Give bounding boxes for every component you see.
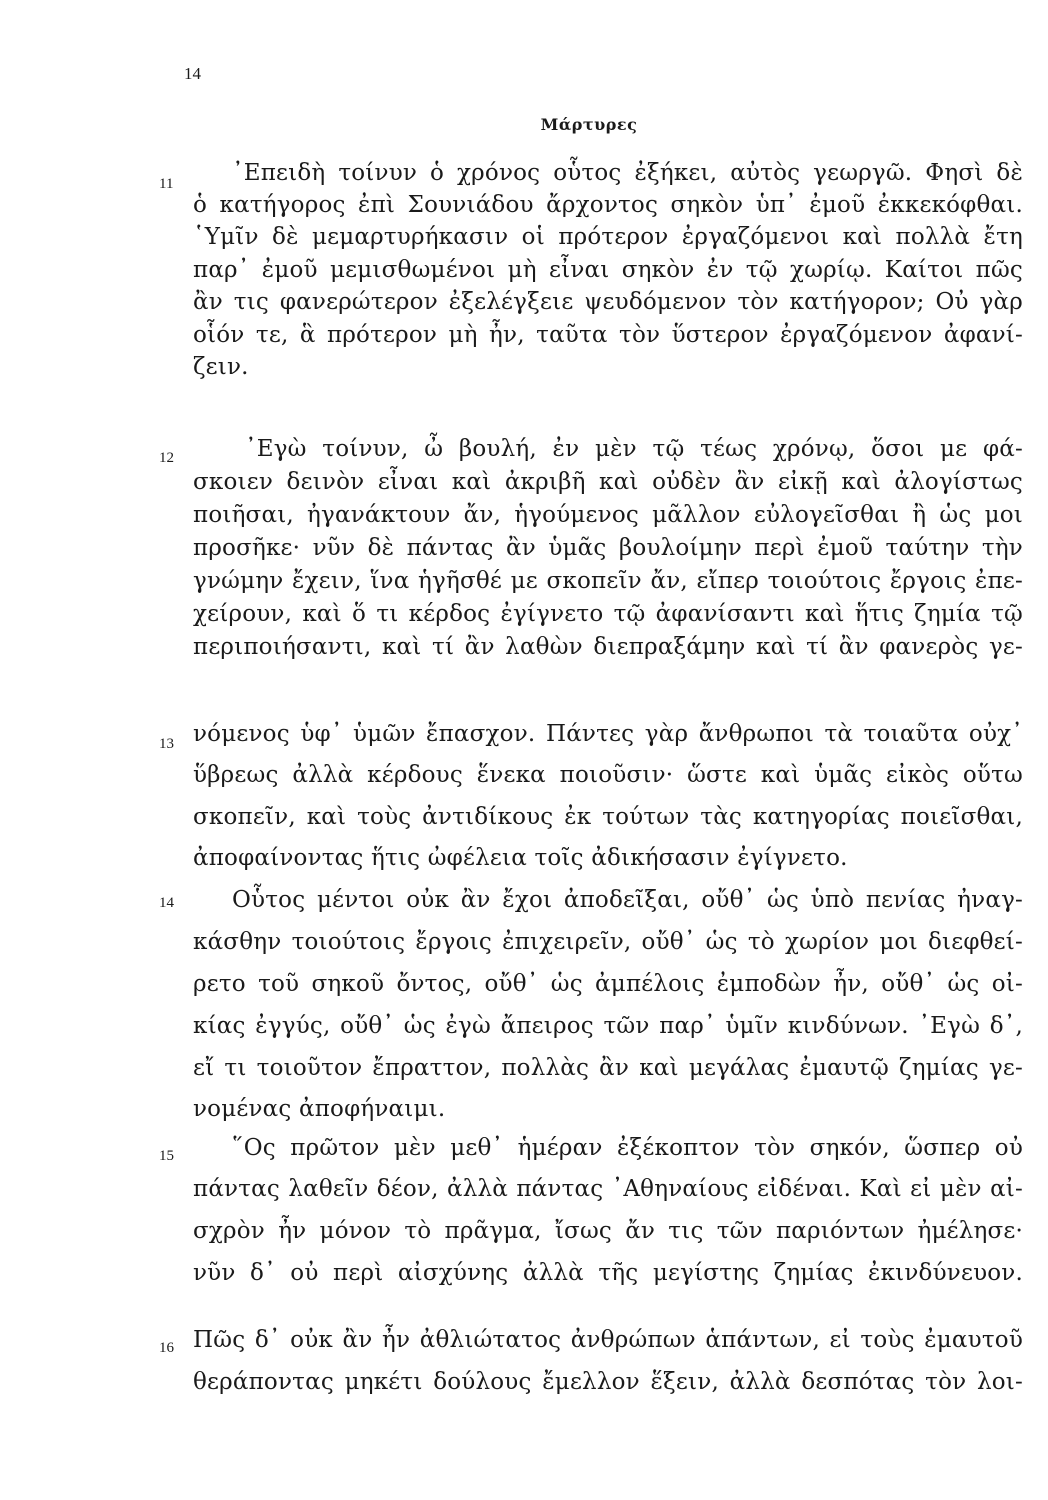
text-line: ᾿Εγὼ τοίνυν, ὦ βουλή, ἐν μὲν τῷ τέως χρόνῳ, ὅσοι με φά- — [245, 436, 1023, 462]
text-line: Οὗτος μέντοι οὐκ ἂν ἔχοι ἀποδεῖξαι, οὔθ᾿ ὡς ὑπὸ πενίας ἠναγ- — [232, 887, 1023, 913]
text-line: ῾Υμῖν δὲ μεμαρτυρήκασιν οἱ πρότερον ἐργαζόμενοι καὶ πολλὰ ἔτη — [193, 224, 1023, 250]
text-line: νομένας ἀποφήναιμι. — [193, 1096, 446, 1122]
text-line: ζειν. — [193, 354, 249, 380]
text-line: ἂν τις φανερώτερον ἐξελέγξειε ψευδόμενον τὸν κατήγορον; Οὐ γὰρ — [193, 289, 1023, 315]
text-line: σχρὸν ἦν μόνον τὸ πρᾶγμα, ἴσως ἄν τις τῶν παριόντων ἠμέλησε· — [193, 1218, 1023, 1244]
text-line: ἀποφαίνοντας ἥτις ὠφέλεια τοῖς ἀδικήσασιν ἐγίγνετο. — [193, 845, 848, 871]
section-number: 11 — [159, 176, 174, 192]
text-line: θεράποντας μηκέτι δούλους ἔμελλον ἕξειν, ἀλλὰ δεσπότας τὸν λοι- — [193, 1369, 1023, 1395]
text-line: χείρουν, καὶ ὅ τι κέρδος ἐγίγνετο τῷ ἀφανίσαντι καὶ ἥτις ζημία τῷ — [193, 601, 1023, 627]
text-line: παρ᾿ ἐμοῦ μεμισθωμένοι μὴ εἶναι σηκὸν ἐν τῷ χωρίῳ. Καίτοι πῶς — [193, 257, 1023, 283]
section-number: 15 — [159, 1148, 174, 1164]
section-number: 14 — [159, 895, 174, 911]
text-line: προσῆκε· νῦν δὲ πάντας ἂν ὑμᾶς βουλοίμην περὶ ἐμοῦ ταύτην τὴν — [193, 535, 1023, 561]
page-title: Μάρτυρες — [540, 115, 638, 134]
text-line: ποιῆσαι, ἠγανάκτουν ἄν, ἡγούμενος μᾶλλον εὐλογεῖσθαι ἢ ὡς μοι — [193, 502, 1023, 528]
section-number: 16 — [159, 1340, 174, 1356]
text-line: εἴ τι τοιοῦτον ἔπραττον, πολλὰς ἂν καὶ μεγάλας ἐμαυτῷ ζημίας γε- — [193, 1055, 1023, 1081]
text-line: κίας ἐγγύς, οὔθ᾿ ὡς ἐγὼ ἄπειρος τῶν παρ᾿ ὑμῖν κινδύνων. ᾿Εγὼ δ᾿, — [193, 1013, 1023, 1039]
section-number: 13 — [159, 736, 174, 752]
text-line: κάσθην τοιούτοις ἔργοις ἐπιχειρεῖν, οὔθ᾿ ὡς τὸ χωρίον μοι διεφθεί- — [193, 929, 1023, 955]
text-line: σκοιεν δεινὸν εἶναι καὶ ἀκριβῆ καὶ οὐδὲν ἂν εἰκῇ καὶ ἀλογίστως — [193, 469, 1023, 495]
text-line: ρετο τοῦ σηκοῦ ὄντος, οὔθ᾿ ὡς ἀμπέλοις ἐμποδὼν ἦν, οὔθ᾿ ὡς οἰ- — [193, 971, 1023, 997]
text-line: ᾿Επειδὴ τοίνυν ὁ χρόνος οὗτος ἐξήκει, αὐτὸς γεωργῶ. Φησὶ δὲ — [232, 160, 1023, 186]
text-line: οἷόν τε, ἃ πρότερον μὴ ἦν, ταῦτα τὸν ὕστερον ἐργαζόμενον ἀφανί- — [193, 322, 1023, 348]
text-line: περιποιήσαντι, καὶ τί ἂν λαθὼν διεπραξάμην καὶ τί ἂν φανερὸς γε- — [193, 634, 1023, 660]
text-line: νῦν δ᾿ οὐ περὶ αἰσχύνης ἀλλὰ τῆς μεγίστης ζημίας ἐκινδύνευον. — [193, 1260, 1023, 1286]
text-line: πάντας λαθεῖν δέον, ἀλλὰ πάντας ᾿Αθηναίους εἰδέναι. Καὶ εἰ μὲν αἰ- — [193, 1176, 1023, 1202]
text-line: σκοπεῖν, καὶ τοὺς ἀντιδίκους ἐκ τούτων τὰς κατηγορίας ποιεῖσθαι, — [193, 804, 1023, 830]
text-line: νόμενος ὑφ᾿ ὑμῶν ἔπασχον. Πάντες γὰρ ἄνθρωποι τὰ τοιαῦτα οὐχ᾿ — [193, 721, 1023, 747]
text-line: ῞Ος πρῶτον μὲν μεθ᾿ ἡμέραν ἐξέκοπτον τὸν σηκόν, ὥσπερ οὐ — [232, 1135, 1023, 1161]
text-line: Πῶς δ᾿ οὐκ ἂν ἦν ἀθλιώτατος ἀνθρώπων ἁπάντων, εἰ τοὺς ἐμαυτοῦ — [193, 1327, 1023, 1353]
text-line: ὁ κατήγορος ἐπὶ Σουνιάδου ἄρχοντος σηκὸν ὑπ᾿ ἐμοῦ ἐκκεκόφθαι. — [193, 192, 1023, 218]
text-line: γνώμην ἔχειν, ἵνα ἡγῆσθέ με σκοπεῖν ἄν, εἴπερ τοιούτοις ἔργοις ἐπε- — [193, 568, 1023, 594]
text-line: ὕβρεως ἀλλὰ κέρδους ἕνεκα ποιοῦσιν· ὥστε καὶ ὑμᾶς εἰκὸς οὕτω — [193, 762, 1023, 788]
section-number: 12 — [159, 450, 174, 466]
page-number: 14 — [184, 64, 201, 83]
